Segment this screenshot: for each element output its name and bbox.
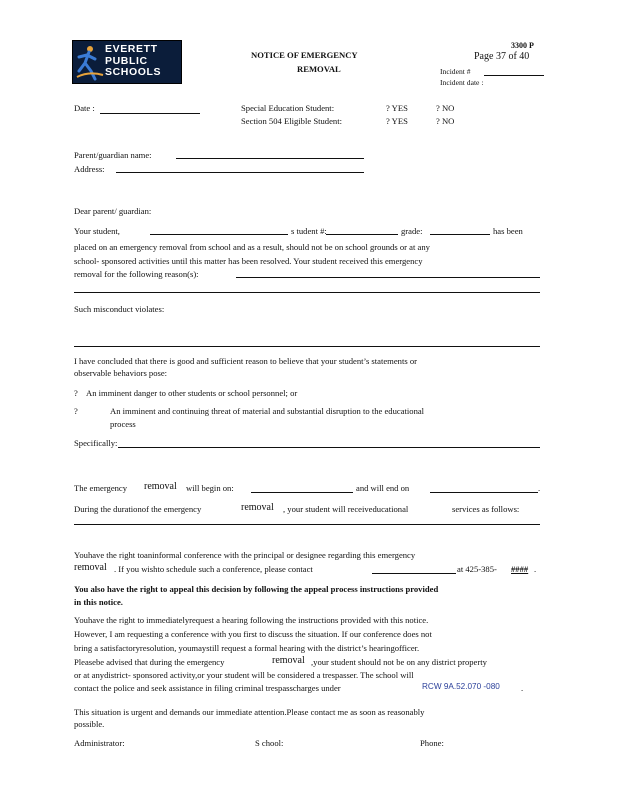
- school-sponsored-text: school- sponsored activities until this matter has been resolved. Your student received this emergency: [74, 256, 423, 266]
- hearing-text-1: Youhave the right to immediatelyrequest a hearing following the instructions provided with this notice.: [74, 615, 429, 625]
- parent-name-label: Parent/guardian name:: [74, 150, 152, 160]
- misconduct-label: Such misconduct violates:: [74, 304, 165, 314]
- phone-period: .: [534, 564, 537, 574]
- address-label: Address:: [74, 164, 105, 174]
- reasons-field-1[interactable]: [236, 277, 540, 278]
- schedule-text: . If you wishto schedule such a conference, please contact: [114, 564, 313, 574]
- logo-line-3: SCHOOLS: [105, 66, 162, 78]
- has-been-text: has been: [493, 226, 523, 236]
- end-period: .: [538, 483, 541, 493]
- removal-word: removal: [144, 481, 177, 492]
- phone-prefix: at 425-385-: [457, 564, 497, 574]
- contact-name-field[interactable]: [372, 573, 456, 574]
- your-student-label: Your student,: [74, 226, 120, 236]
- removal-word-4: removal: [272, 655, 305, 666]
- placed-text: placed on an emergency removal from school and as a result, should not be on school grounds or at any: [74, 242, 430, 252]
- parent-name-field[interactable]: [176, 158, 364, 159]
- incident-number-label: Incident #: [440, 67, 471, 76]
- police-text-end: .: [521, 683, 524, 693]
- date-label: Date :: [74, 103, 95, 113]
- begin-pre-text: The emergency: [74, 483, 128, 493]
- reasons-label: removal for the following reason(s):: [74, 269, 199, 279]
- advise-text-a: Pleasebe advised that during the emergency: [74, 657, 225, 667]
- runner-figure-icon: [73, 41, 107, 83]
- appeal-text-1: You also have the right to appeal this decision by following the appeal process instructions provided: [74, 584, 439, 594]
- concluded-text-1: I have concluded that there is good and sufficient reason to believe that your student’s statements or: [74, 356, 418, 366]
- begin-label: will begin on:: [186, 483, 234, 493]
- option-1-checkbox[interactable]: ?: [74, 388, 78, 398]
- hearing-text-2: However, I am requesting a conference with you first to discuss the situation. If our conference does not: [74, 629, 432, 639]
- during-post-text: , your student will receiveducational: [283, 504, 409, 514]
- special-education-yes[interactable]: ? YES: [386, 103, 408, 113]
- incident-number-field[interactable]: [484, 75, 544, 76]
- student-name-field[interactable]: [150, 234, 288, 235]
- special-education-label: Special Education Student:: [241, 103, 335, 113]
- incident-date-label: Incident date :: [440, 78, 484, 87]
- logo-line-2: PUBLIC: [105, 54, 148, 67]
- grade-field[interactable]: [430, 234, 490, 235]
- title-line-2: REMOVAL: [297, 64, 341, 74]
- advise-text-c: ,your student should not be on any district property: [311, 657, 487, 667]
- concluded-text-2: observable behaviors pose:: [74, 368, 168, 378]
- student-number-field[interactable]: [326, 234, 398, 235]
- police-text: contact the police and seek assistance in filing criminal trespasscharges under: [74, 683, 341, 693]
- date-field[interactable]: [100, 113, 200, 114]
- removal-word-2: removal: [241, 502, 274, 513]
- informal-conference-text: Youhave the right toaninformal conference with the principal or designee regarding this emergency: [74, 550, 416, 560]
- page-number: Page 37 of 40: [474, 51, 530, 62]
- specifically-label: Specifically:: [74, 438, 118, 448]
- removal-word-3: removal: [74, 562, 107, 573]
- phone-label: Phone:: [420, 738, 444, 748]
- end-date-field[interactable]: [430, 492, 538, 493]
- grade-label: grade:: [401, 226, 423, 236]
- special-education-no[interactable]: ? NO: [436, 103, 455, 113]
- phone-extension[interactable]: ####: [511, 564, 529, 574]
- school-label: S chool:: [255, 738, 284, 748]
- administrator-label: Administrator:: [74, 738, 125, 748]
- services-label: services as follows:: [452, 504, 520, 514]
- urgent-text-1: This situation is urgent and demands our immediate attention.Please contact me as soon as reasonably: [74, 707, 425, 717]
- title-line-1: NOTICE OF EMERGENCY: [251, 50, 358, 60]
- option-1-text: An imminent danger to other students or school personnel; or: [86, 388, 298, 398]
- option-2-text-cont: process: [110, 419, 136, 429]
- section-504-label: Section 504 Eligible Student:: [241, 116, 342, 126]
- section-504-yes[interactable]: ? YES: [386, 116, 408, 126]
- salutation: Dear parent/ guardian:: [74, 206, 152, 216]
- begin-date-field[interactable]: [251, 492, 353, 493]
- logo-line-1: EVERETT: [105, 43, 158, 55]
- services-field[interactable]: [74, 524, 540, 525]
- option-2-checkbox[interactable]: ?: [74, 406, 78, 416]
- advise-text-2: or at anydistrict- sponsored activity,or your student will be considered a trespasser. The school will: [74, 670, 414, 680]
- appeal-text-2: in this notice.: [74, 597, 123, 607]
- policy-number: 3300 P: [511, 41, 534, 50]
- end-label: and will end on: [356, 483, 410, 493]
- urgent-text-2: possible.: [74, 719, 105, 729]
- student-number-label: s tudent #:: [291, 226, 327, 236]
- district-logo: [72, 40, 182, 84]
- specifically-field[interactable]: [118, 447, 540, 448]
- rcw-link[interactable]: RCW 9A.52.070 -080: [422, 682, 500, 691]
- address-field[interactable]: [116, 172, 364, 173]
- hearing-text-3: bring a satisfactoryresolution, youmaystill request a formal hearing with the district’s hearingofficer.: [74, 643, 420, 653]
- section-504-no[interactable]: ? NO: [436, 116, 455, 126]
- option-2-text: An imminent and continuing threat of material and substantial disruption to the educational: [110, 406, 425, 416]
- misconduct-field[interactable]: [74, 346, 540, 347]
- during-text: During the durationof the emergency: [74, 504, 202, 514]
- reasons-field-2[interactable]: [74, 292, 540, 293]
